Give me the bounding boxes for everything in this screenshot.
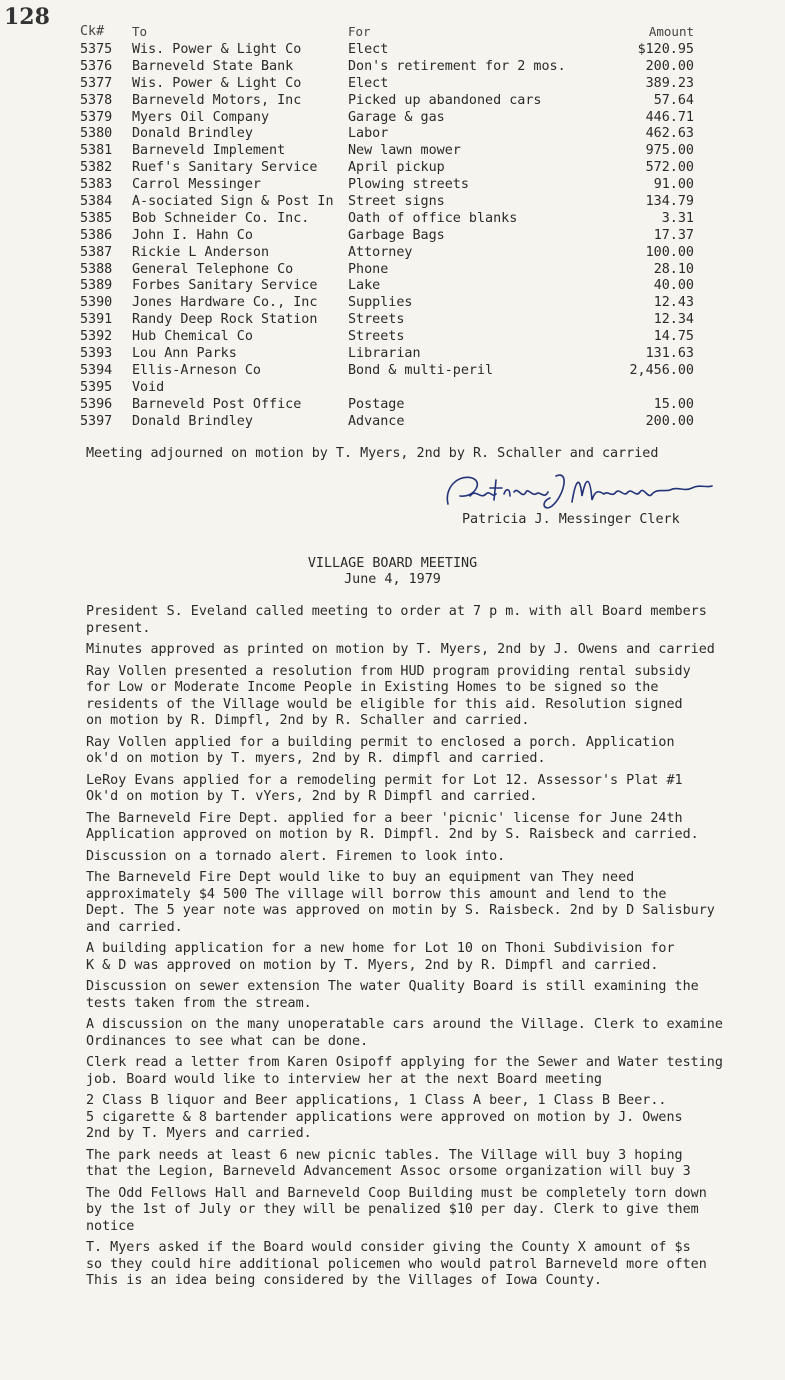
amount: 40.00 <box>653 278 694 294</box>
purpose: New lawn mower <box>348 143 461 159</box>
check-number: 5378 <box>80 92 113 108</box>
ledger-row <box>80 295 700 312</box>
minutes-paragraph: Discussion on a tornado alert. Firemen to look into. <box>86 848 506 864</box>
payee: Bob Schneider Co. Inc. <box>132 210 310 226</box>
ledger-row <box>80 228 700 245</box>
purpose: Lake <box>348 278 381 294</box>
amount: 462.63 <box>645 126 694 142</box>
payee: Barneveld Post Office <box>132 396 302 412</box>
purpose: Plowing streets <box>348 177 469 193</box>
minutes-paragraph: Ray Vollen applied for a building permit to enclosed a porch. Application ok'd on motion by T. myers, 2nd by R. dimpfl and carried. <box>86 734 675 766</box>
ledger-row <box>80 262 700 279</box>
minutes-paragraph: President S. Eveland called meeting to order at 7 p m. with all Board members present. <box>86 604 707 636</box>
payee: Carrol Messinger <box>132 177 261 193</box>
ledger-row <box>80 245 700 262</box>
adjournment-text: Meeting adjourned on motion by T. Myers, 2nd by R. Schaller and carried <box>86 446 659 461</box>
purpose: Attorney <box>348 244 413 260</box>
minutes-paragraph: A building application for a new home for Lot 10 on Thoni Subdivision for K & D was approved on motion by T. Myers, 2nd by R. Dimpfl and carried. <box>86 941 675 973</box>
purpose: Advance <box>348 413 405 429</box>
payee: Myers Oil Company <box>132 109 270 125</box>
ledger-row <box>80 397 700 414</box>
meeting-title: VILLAGE BOARD MEETING <box>307 556 478 571</box>
purpose: Phone <box>348 261 389 277</box>
amount: 975.00 <box>645 143 694 159</box>
purpose: April pickup <box>348 160 445 176</box>
payee: Lou Ann Parks <box>132 346 237 362</box>
minutes-paragraph: The Odd Fellows Hall and Barneveld Coop Building must be completely torn down by the 1st of July or they will be penalized $10 per day. Clerk to give them notice <box>86 1185 707 1234</box>
ledger-rows <box>80 42 700 430</box>
amount: 200.00 <box>645 413 694 429</box>
minutes-paragraph: The Barneveld Fire Dept. applied for a beer 'picnic' license for June 24th Application approved on motion by R. Dimpfl. 2nd by S. Raisbeck and carried. <box>86 810 699 842</box>
check-number: 5382 <box>80 160 113 176</box>
check-number: 5388 <box>80 261 113 277</box>
payee: Jones Hardware Co., Inc <box>132 295 318 311</box>
check-number: 5377 <box>80 75 113 91</box>
check-number: 5379 <box>80 109 113 125</box>
check-number: 5383 <box>80 177 113 193</box>
minutes-paragraph: Minutes approved as printed on motion by T. Myers, 2nd by J. Owens and carried <box>86 642 715 657</box>
amount: 446.71 <box>645 109 694 125</box>
purpose: Picked up abandoned cars <box>348 92 542 108</box>
ledger-row <box>80 143 700 160</box>
check-number: 5387 <box>80 244 113 260</box>
ledger-row <box>80 278 700 295</box>
purpose: Don's retirement for 2 mos. <box>348 58 566 74</box>
minutes-paragraph: Clerk read a letter from Karen Osipoff applying for the Sewer and Water testing job. Board would like to interview her at the next Board meeting <box>86 1055 723 1087</box>
purpose: Garage & gas <box>348 109 445 125</box>
amount: 14.75 <box>653 329 694 345</box>
payee: Rickie L Anderson <box>132 244 270 260</box>
payee: John I. Hahn Co <box>132 227 253 243</box>
check-number: 5393 <box>80 346 113 362</box>
payee: Donald Brindley <box>132 413 253 429</box>
minutes-paragraph: T. Myers asked if the Board would consider giving the County X amount of $s so they could hire additional policemen who would patrol Barneveld more often This is an idea being considered by the Villages of Iowa County. <box>86 1240 707 1288</box>
amount: 572.00 <box>645 160 694 176</box>
amount: 15.00 <box>653 396 694 412</box>
amount: 134.79 <box>645 194 694 210</box>
ledger-row <box>80 380 700 397</box>
minutes-paragraph: Ray Vollen presented a resolution from HUD program providing rental subsidy for Low or Moderate Income People in Existing Homes to be signed so the residents of the Village would be eligible for this aid. Resolution signed on motion by R. Dimpfl, 2nd by R. Schaller and carried. <box>86 663 691 728</box>
ledger-row <box>80 211 700 228</box>
payee: Ruef's Sanitary Service <box>132 160 318 176</box>
ledger-row <box>80 59 700 76</box>
check-number: 5395 <box>80 379 113 395</box>
meeting-date: June 4, 1979 <box>344 572 441 587</box>
purpose: Street signs <box>348 194 445 210</box>
payee: Donald Brindley <box>132 126 253 142</box>
check-number: 5397 <box>80 413 113 429</box>
check-number: 5380 <box>80 126 113 142</box>
minutes-paragraph: Discussion on sewer extension The water Quality Board is still examining the tests taken from the stream. <box>86 979 699 1011</box>
page-number: 128 <box>4 4 50 30</box>
purpose: Elect <box>348 75 389 91</box>
ledger-row <box>80 177 700 194</box>
header-for: For <box>348 24 371 39</box>
purpose: Oath of office blanks <box>348 210 518 226</box>
payee: Barneveld Implement <box>132 143 286 159</box>
meeting-minutes <box>86 604 766 1295</box>
amount: $120.95 <box>637 42 694 57</box>
payee: Wis. Power & Light Co <box>132 75 302 91</box>
purpose: Elect <box>348 42 389 57</box>
check-number: 5386 <box>80 227 113 243</box>
amount: 3.31 <box>661 210 694 226</box>
payee: Hub Chemical Co <box>132 329 253 345</box>
amount: 12.43 <box>653 295 694 311</box>
ledger-row <box>80 76 700 93</box>
check-number: 5381 <box>80 143 113 159</box>
amount: 131.63 <box>645 346 694 362</box>
header-amount: Amount <box>648 24 694 39</box>
ledger-row <box>80 194 700 211</box>
payee: Void <box>132 379 165 395</box>
amount: 200.00 <box>645 58 694 74</box>
minutes-paragraph: 2 Class B liquor and Beer applications, 1 Class A beer, 1 Class B Beer.. 5 cigarette & 8 bartender applications were approved on motion by J. Owens 2nd by T. Myers and carried. <box>86 1093 683 1141</box>
purpose: Streets <box>348 312 405 328</box>
purpose: Garbage Bags <box>348 227 445 243</box>
ledger-row <box>80 414 700 431</box>
payee: Wis. Power & Light Co <box>132 42 302 57</box>
amount: 91.00 <box>653 177 694 193</box>
ledger-header <box>80 24 700 42</box>
check-number: 5384 <box>80 194 113 210</box>
purpose: Labor <box>348 126 389 142</box>
amount: 12.34 <box>653 312 694 328</box>
amount: 2,456.00 <box>629 362 694 378</box>
ledger-row <box>80 312 700 329</box>
purpose: Supplies <box>348 295 413 311</box>
amount: 389.23 <box>645 75 694 91</box>
minutes-paragraph: A discussion on the many unoperatable cars around the Village. Clerk to examine Ordinances to see what can be done. <box>86 1017 723 1049</box>
check-ledger <box>80 24 700 430</box>
header-to: To <box>132 24 148 39</box>
amount: 17.37 <box>653 227 694 243</box>
payee: Randy Deep Rock Station <box>132 312 318 328</box>
minutes-paragraph: The park needs at least 6 new picnic tables. The Village will buy 3 hoping that the Legion, Barneveld Advancement Assoc orsome organization will buy 3 <box>86 1147 691 1179</box>
check-number: 5376 <box>80 58 113 74</box>
purpose: Librarian <box>348 346 421 362</box>
purpose: Postage <box>348 396 405 412</box>
payee: Forbes Sanitary Service <box>132 278 318 294</box>
ledger-row <box>80 93 700 110</box>
header-ck: Ck# <box>80 24 105 39</box>
check-number: 5389 <box>80 278 113 294</box>
amount: 28.10 <box>653 261 694 277</box>
clerk-signature-line: Patricia J. Messinger Clerk <box>462 512 680 527</box>
amount: 57.64 <box>653 92 694 108</box>
ledger-row <box>80 110 700 127</box>
payee: A-sociated Sign & Post In <box>132 194 334 210</box>
purpose: Bond & multi-peril <box>348 362 494 378</box>
ledger-row <box>80 42 700 59</box>
ledger-row <box>80 363 700 380</box>
ledger-row <box>80 346 700 363</box>
check-number: 5391 <box>80 312 113 328</box>
ledger-row <box>80 329 700 346</box>
check-number: 5375 <box>80 42 113 57</box>
minutes-paragraph: The Barneveld Fire Dept would like to buy an equipment van They need approximately $4 500 The village will borrow this amount and lend to the Dept. The 5 year note was approved on motin by S. Raisbeck. 2nd by D Salisbury and carried. <box>86 870 715 935</box>
purpose: Streets <box>348 329 405 345</box>
payee: Barneveld Motors, Inc <box>132 92 302 108</box>
check-number: 5385 <box>80 210 113 226</box>
ledger-row <box>80 160 700 177</box>
check-number: 5390 <box>80 295 113 311</box>
payee: Barneveld State Bank <box>132 58 294 74</box>
check-number: 5396 <box>80 396 113 412</box>
minutes-paragraph: LeRoy Evans applied for a remodeling permit for Lot 12. Assessor's Plat #1 Ok'd on motion by T. vYers, 2nd by R Dimpfl and carried. <box>86 772 683 804</box>
payee: Ellis-Arneson Co <box>132 362 261 378</box>
payee: General Telephone Co <box>132 261 294 277</box>
handwritten-signature <box>440 466 720 516</box>
amount: 100.00 <box>645 244 694 260</box>
check-number: 5392 <box>80 329 113 345</box>
check-number: 5394 <box>80 362 113 378</box>
ledger-row <box>80 126 700 143</box>
